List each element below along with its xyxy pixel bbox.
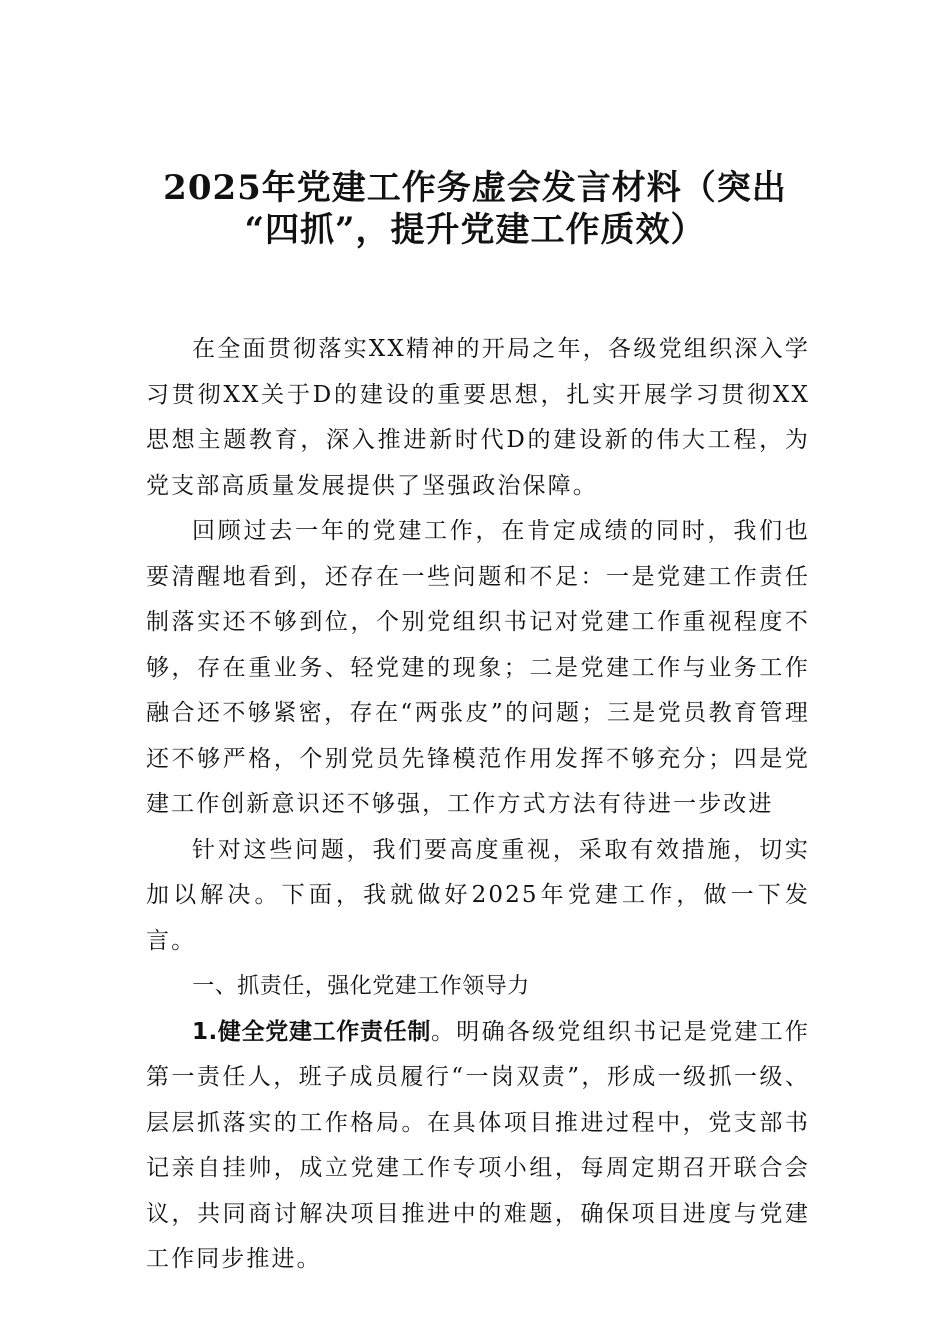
paragraph-review: 回顾过去一年的党建工作，在肯定成绩的同时，我们也要清醒地看到，还存在一些问题和不足：一是党建工作责任制落实还不够到位，个别党组织书记对党建工作重视程度不够，存在重业务、轻党建的现象；二是党建工作与业务工作融合还不够紧密，存在“两张皮”的问题；三是党员教育管理还不够严格，个别党员先锋模范作用发挥不够充分；四是党建工作创新意识还不够强，工作方式方法有待进一步改进 — [146, 518, 810, 817]
document-title-line-2: “四抓”，提升党建工作质效） — [244, 210, 706, 250]
item-1-lead: 1.健全党建工作责任制 — [192, 1018, 432, 1045]
item-1-paragraph — [146, 1010, 810, 1283]
document-body — [146, 327, 810, 1283]
section-heading: 一、抓责任，强化党建工作领导力 — [192, 974, 530, 999]
paragraph-transition: 针对这些问题，我们要高度重视，采取有效措施，切实加以解决。下面，我就做好2025年党建工作，做一下发言。 — [146, 836, 810, 954]
paragraph-intro: 在全面贯彻落实XX精神的开局之年，各级党组织深入学习贯彻XX关于D的建设的重要思想，扎实开展学习贯彻XX思想主题教育，深入推进新时代D的建设新的伟大工程，为党支部高质量发展提供了坚强政治保障。 — [146, 336, 810, 499]
item-1-text: 。明确各级党组织书记是党建工作第一责任人，班子成员履行“一岗双责”，形成一级抓一级、层层抓落实的工作格局。在具体项目推进过程中，党支部书记亲自挂帅，成立党建工作专项小组，每周定期召开联合会议，共同商讨解决项目推进中的难题，确保项目进度与党建工作同步推进。 — [146, 1018, 810, 1272]
document-title-line-1: 2025年党建工作务虚会发言材料（突出 — [163, 168, 787, 208]
